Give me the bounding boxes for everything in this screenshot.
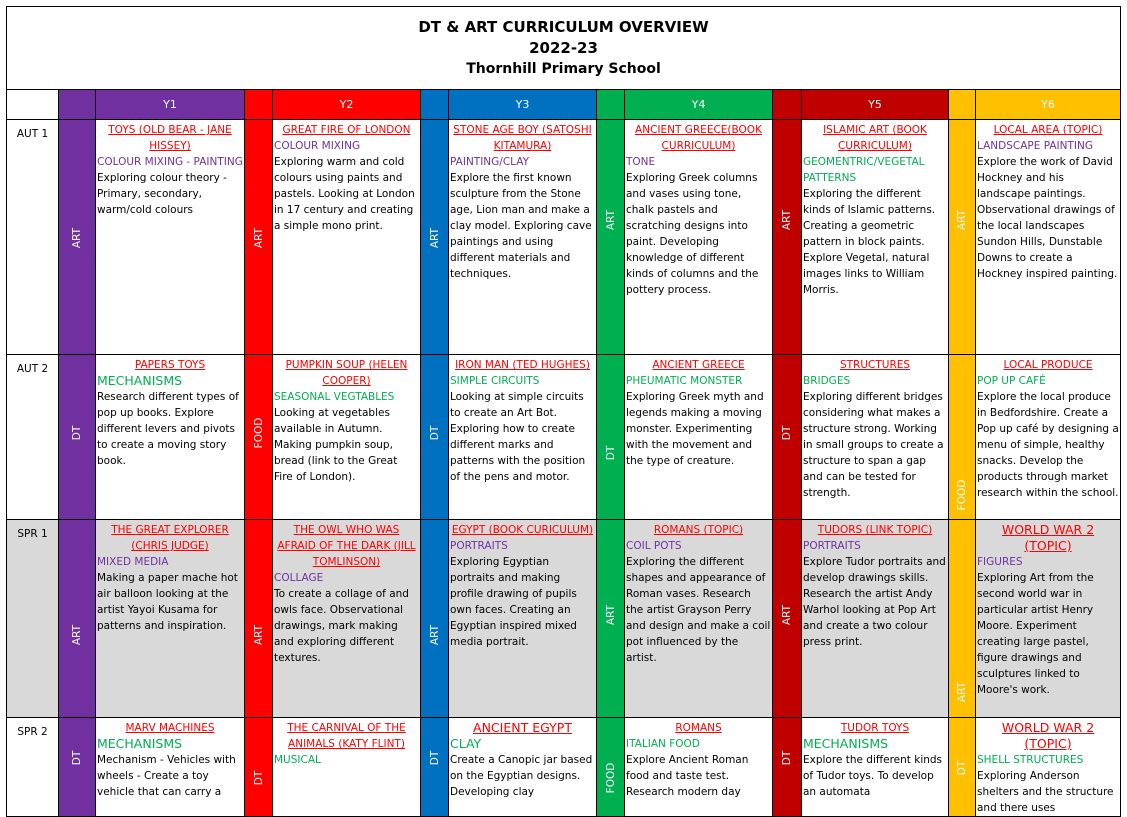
subject-label: ART xyxy=(252,227,265,249)
lesson-description: Create a Canopic jar based on the Egyptian designs. Developing clay xyxy=(450,754,593,798)
subject-label: FOOD xyxy=(252,417,265,449)
lesson-cell xyxy=(625,120,773,355)
skill-label: MECHANISMS xyxy=(97,373,183,388)
lesson-cell xyxy=(96,355,245,520)
topic-title: ANCIENT EGYPT xyxy=(473,720,572,735)
lesson-description: Looking at simple circuits to create an Art Bot. Exploring how to create different marks and patterns with the position of the pens and motor. xyxy=(450,391,586,483)
year-strip-y2 xyxy=(245,90,273,120)
term-row-aut2 xyxy=(7,355,1121,520)
lesson-description: Making a paper mache hot air balloon looking at the artist Yayoi Kusama for patterns and inspiration. xyxy=(97,572,238,632)
lesson-description: Exploring the different shapes and appearance of Roman vases. Research the artist Grayson Perry and design and make a coil pot influenced by the artist. xyxy=(626,556,771,664)
subject-strip xyxy=(245,355,273,520)
lesson-cell xyxy=(625,520,773,718)
topic-title: PAPERS TOYS xyxy=(134,359,206,371)
year-header-row xyxy=(7,90,1121,120)
skill-label: MIXED MEDIA xyxy=(97,556,169,568)
subject-label: ART xyxy=(71,227,83,249)
lesson-description: Exploring Anderson shelters and the structure and there uses xyxy=(977,770,1114,814)
topic-title: ISLAMIC ART (BOOK CURRICULUM) xyxy=(823,124,927,152)
lesson-description: Mechanism - Vehicles with wheels - Create a toy vehicle that can carry a xyxy=(97,754,236,798)
year-header-y2: Y2 xyxy=(273,90,421,120)
term-row-aut1 xyxy=(7,120,1121,355)
subject-strip xyxy=(597,355,625,520)
subject-label: DT xyxy=(604,445,617,461)
topic-title: GREAT FIRE OF LONDON xyxy=(282,124,411,136)
year-strip-y6 xyxy=(949,90,976,120)
lesson-description: Exploring Greek myth and legends making a moving monster. Experimenting with the movement and the type of creature. xyxy=(626,391,764,467)
subject-strip xyxy=(245,120,273,355)
subject-strip xyxy=(59,520,96,718)
subject-label: DT xyxy=(428,425,441,441)
skill-label: COIL POTS xyxy=(626,540,682,552)
lesson-cell xyxy=(976,120,1121,355)
skill-label: TONE xyxy=(626,156,656,168)
lesson-cell xyxy=(976,718,1121,817)
subject-label: DT xyxy=(252,770,265,786)
year-strip-y1 xyxy=(59,90,96,120)
subject-strip xyxy=(59,120,96,355)
lesson-description: Exploring the different kinds of Islamic patterns. Creating a geometric pattern in block paints. Explore Vegetal, natural images links to William Morris. xyxy=(803,188,936,296)
subject-label: ART xyxy=(604,209,617,231)
skill-label: POP UP CAFÉ xyxy=(977,375,1046,387)
corner-cell xyxy=(7,90,59,120)
topic-title: THE CARNIVAL OF THE ANIMALS (KATY FLINT) xyxy=(287,722,406,750)
title-row xyxy=(7,7,1121,90)
lesson-cell xyxy=(802,120,949,355)
skill-label: COLOUR MIXING - PAINTING xyxy=(97,156,243,168)
year-strip-y3 xyxy=(421,90,449,120)
lesson-cell xyxy=(96,520,245,718)
lesson-description: Exploring Egyptian portraits and making profile drawing of pupils own faces. Creating an Egyptian inspired mixed media portrait. xyxy=(450,556,577,648)
title-block xyxy=(7,7,1121,90)
lesson-description: Explore Tudor portraits and develop drawings skills. Research the artist Andy Warhol looking at Pop Art and create a two colour press print. xyxy=(803,556,946,648)
subject-label: FOOD xyxy=(604,762,617,794)
lesson-cell xyxy=(96,718,245,817)
topic-title: ANCIENT GREECE xyxy=(652,359,745,371)
lesson-description: Explore the different kinds of Tudor toys. To develop an automata xyxy=(803,754,943,798)
skill-label: COLLAGE xyxy=(274,572,324,584)
subject-strip xyxy=(597,520,625,718)
year-header-y6: Y6 xyxy=(976,90,1121,120)
year-header-y4: Y4 xyxy=(625,90,773,120)
skill-label: BRIDGES xyxy=(803,375,851,387)
page-title: DT & ART CURRICULUM OVERVIEW xyxy=(418,17,709,36)
year-strip-y5 xyxy=(773,90,802,120)
curriculum-sheet xyxy=(6,6,1120,814)
skill-label: SIMPLE CIRCUITS xyxy=(450,375,540,387)
skill-label: FIGURES xyxy=(977,556,1023,568)
topic-title: TUDOR TOYS xyxy=(840,722,910,734)
topic-title: TOYS (OLD BEAR - JANE HISSEY) xyxy=(108,124,232,152)
curriculum-table xyxy=(6,6,1121,817)
topic-title: IRON MAN (TED HUGHES) xyxy=(455,359,590,371)
subject-strip xyxy=(597,718,625,817)
subject-strip xyxy=(59,718,96,817)
lesson-description: Exploring colour theory - Primary, secondary, warm/cold colours xyxy=(97,172,227,216)
topic-title: STONE AGE BOY (SATOSHI KITAMURA) xyxy=(453,124,592,152)
subject-label: ART xyxy=(428,227,441,249)
topic-title: ROMANS xyxy=(675,722,722,734)
subject-strip xyxy=(949,520,976,718)
lesson-description: Exploring warm and cold colours using paints and pastels. Looking at London in 17 century and creating a simple mono print. xyxy=(274,156,415,232)
topic-title: LOCAL AREA (TOPIC) xyxy=(993,124,1103,136)
topic-title: PUMPKIN SOUP (HELEN COOPER) xyxy=(285,359,408,387)
skill-label: SEASONAL VEGTABLES xyxy=(274,391,395,403)
skill-label: PAINTING/CLAY xyxy=(450,156,530,168)
skill-label: PHEUMATIC MONSTER xyxy=(626,375,743,387)
subject-label: ART xyxy=(428,624,441,646)
skill-label: GEOMENTRIC/VEGETAL PATTERNS xyxy=(803,156,925,184)
subject-strip xyxy=(421,120,449,355)
subject-strip xyxy=(59,355,96,520)
skill-label: PORTRAITS xyxy=(803,540,861,552)
subject-label: DT xyxy=(71,750,83,766)
topic-title: ANCIENT GREECE(BOOK CURRICULUM) xyxy=(635,124,762,152)
subject-label: DT xyxy=(428,750,441,766)
lesson-cell xyxy=(273,355,421,520)
subject-label: ART xyxy=(956,681,968,703)
year-header-y5: Y5 xyxy=(802,90,949,120)
lesson-description: Exploring Greek columns and vases using tone, chalk pastels and scratching designs into paint. Developing knowledge of different kinds of columns and the pottery process. xyxy=(626,172,759,296)
topic-title: WORLD WAR 2 (TOPIC) xyxy=(1001,522,1095,553)
subject-strip xyxy=(773,520,802,718)
subject-label: DT xyxy=(781,750,793,766)
term-label: SPR 1 xyxy=(7,520,59,718)
year-header-y1: Y1 xyxy=(96,90,245,120)
subject-label: ART xyxy=(252,624,265,646)
topic-title: WORLD WAR 2 (TOPIC) xyxy=(1001,720,1095,751)
lesson-description: Looking at vegetables available in Autumn. Making pumpkin soup, bread (link to the Great Fire of London). xyxy=(274,407,398,483)
term-label: AUT 1 xyxy=(7,120,59,355)
skill-label: CLAY xyxy=(450,736,482,751)
subject-strip xyxy=(773,355,802,520)
subject-strip xyxy=(421,520,449,718)
subject-label: DT xyxy=(781,425,793,441)
lesson-description: Explore Ancient Roman food and taste test. Research modern day xyxy=(626,754,749,798)
lesson-cell xyxy=(96,120,245,355)
term-label: AUT 2 xyxy=(7,355,59,520)
subject-strip xyxy=(421,718,449,817)
school-name: Thornhill Primary School xyxy=(466,60,661,77)
topic-title: THE OWL WHO WAS AFRAID OF THE DARK (JILL TOMLINSON) xyxy=(277,524,416,568)
lesson-description: Exploring Art from the second world war in particular artist Henry Moore. Experiment creating large pastel, figure drawings and sculptures linked to Moore's work. xyxy=(977,572,1094,696)
lesson-cell xyxy=(273,120,421,355)
term-label: SPR 2 xyxy=(7,718,59,817)
year-strip-y4 xyxy=(597,90,625,120)
subject-strip xyxy=(949,120,976,355)
subject-strip xyxy=(245,520,273,718)
subject-label: ART xyxy=(781,604,793,626)
skill-label: MUSICAL xyxy=(274,754,321,766)
skill-label: ITALIAN FOOD xyxy=(626,738,700,750)
lesson-description: Research different types of pop up books. Explore different levers and pivots to create a moving story book. xyxy=(97,391,239,467)
lesson-description: Exploring different bridges considering what makes a structure strong. Working in small groups to create a structure to span a gap and can be tested for strength. xyxy=(803,391,944,499)
topic-title: ROMANS (TOPIC) xyxy=(653,524,744,536)
term-row-spr1 xyxy=(7,520,1121,718)
subject-label: FOOD xyxy=(956,479,968,511)
lesson-description: To create a collage of and owls face. Observational drawings, mark making and exploring different textures. xyxy=(274,588,409,664)
lesson-cell xyxy=(449,718,597,817)
subject-label: DT xyxy=(956,760,968,776)
lesson-cell xyxy=(802,718,949,817)
skill-label: MECHANISMS xyxy=(97,736,183,751)
lesson-cell xyxy=(976,355,1121,520)
lesson-cell xyxy=(802,520,949,718)
topic-title: STRUCTURES xyxy=(839,359,911,371)
topic-title: TUDORS (LINK TOPIC) xyxy=(817,524,933,536)
subject-strip xyxy=(949,355,976,520)
subject-label: DT xyxy=(71,425,83,441)
subject-label: ART xyxy=(71,624,83,646)
subject-label: ART xyxy=(956,209,968,231)
lesson-cell xyxy=(625,718,773,817)
skill-label: MECHANISMS xyxy=(803,736,889,751)
subject-label: ART xyxy=(604,604,617,626)
lesson-description: Explore the local produce in Bedfordshire. Create a Pop up café by designing a menu of simple, healthy snacks. Develop the products through market research within the school. xyxy=(977,391,1119,499)
skill-label: PORTRAITS xyxy=(450,540,508,552)
lesson-description: Explore the first known sculpture from the Stone age, Lion man and make a clay model. Exploring cave paintings and using different materials and techniques. xyxy=(450,172,592,280)
subject-label: ART xyxy=(781,209,793,231)
lesson-cell xyxy=(273,520,421,718)
skill-label: COLOUR MIXING xyxy=(274,140,361,152)
skill-label: SHELL STRUCTURES xyxy=(977,754,1084,766)
lesson-description: Explore the work of David Hockney and his landscape paintings. Observational drawings of the local landscapes Sundon Hills, Dunstable Downs to create a Hockney inspired painting. xyxy=(977,156,1118,280)
subject-strip xyxy=(421,355,449,520)
lesson-cell xyxy=(449,520,597,718)
subject-strip xyxy=(245,718,273,817)
lesson-cell xyxy=(449,120,597,355)
subject-strip xyxy=(773,120,802,355)
lesson-cell xyxy=(802,355,949,520)
school-year: 2022-23 xyxy=(529,38,598,57)
topic-title: MARV MACHINES xyxy=(125,722,215,734)
lesson-cell xyxy=(976,520,1121,718)
lesson-cell xyxy=(273,718,421,817)
year-header-y3: Y3 xyxy=(449,90,597,120)
subject-strip xyxy=(949,718,976,817)
subject-strip xyxy=(597,120,625,355)
skill-label: LANDSCAPE PAINTING xyxy=(977,140,1093,152)
subject-strip xyxy=(773,718,802,817)
topic-title: LOCAL PRODUCE xyxy=(1003,359,1093,371)
topic-title: EGYPT (BOOK CURICULUM) xyxy=(451,524,594,536)
term-row-spr2 xyxy=(7,718,1121,817)
lesson-cell xyxy=(625,355,773,520)
topic-title: THE GREAT EXPLORER (CHRIS JUDGE) xyxy=(111,524,229,552)
lesson-cell xyxy=(449,355,597,520)
